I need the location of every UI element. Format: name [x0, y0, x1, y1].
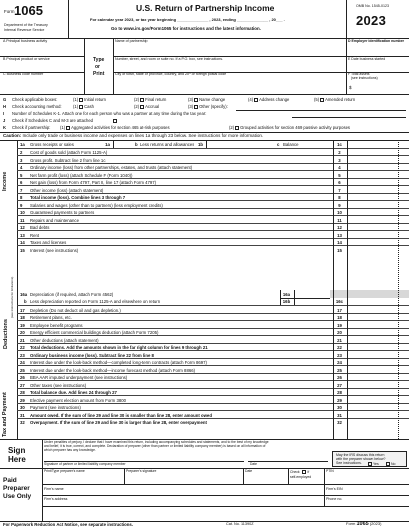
line-19-row: [17, 320, 409, 328]
line-27-row: [17, 380, 409, 388]
irs-discuss-1: May the IRS discuss this return: [336, 452, 385, 457]
firm-name-label: Firm's name: [44, 486, 64, 491]
self-employed-check-1[interactable]: Check if: [290, 469, 310, 474]
line-18-text: Retirement plans, etc.: [30, 315, 72, 321]
line-11-box: 11: [337, 217, 342, 223]
preparer-sig-label: Preparer's signature: [126, 469, 157, 473]
line-9-row: [17, 200, 409, 208]
principal-product-label: B Principal product or service: [3, 57, 50, 61]
line-28-box: 28: [337, 390, 342, 396]
check-g-final[interactable]: (2) Final return: [134, 97, 167, 103]
line-15-amount[interactable]: [347, 246, 409, 254]
line-20-box: 20: [337, 330, 342, 336]
line-27-num: 27: [20, 382, 25, 388]
line-6-text: Net gain (loss) from Form 4797, Part II, line 17 (attach Form 4797): [30, 180, 157, 186]
line-29-text: Elective payment election amount from Form 3800: [30, 397, 127, 403]
check-k-row: [0, 125, 409, 132]
line-22-box: 22: [337, 345, 342, 351]
info-section: [0, 38, 409, 94]
line-14-box: 14: [337, 240, 342, 246]
line-13-text: Rent: [30, 232, 40, 238]
checkbox[interactable]: [320, 98, 324, 102]
line-12-row: [17, 223, 409, 231]
firm-ein-label: Firm's EIN: [326, 486, 343, 491]
line-15-text: Interest (see instructions): [30, 247, 79, 253]
line-24-box: 24: [337, 360, 342, 366]
total-assets-field[interactable]: [355, 83, 407, 92]
line-10-num: 10: [20, 210, 25, 216]
tax-payment-section-label: Tax and Payment: [2, 392, 8, 437]
check-g-initial[interactable]: (1) Initial return: [73, 97, 107, 103]
partnership-name-field[interactable]: [114, 44, 344, 54]
line-11-row: [17, 215, 409, 223]
line-30-row: [17, 403, 409, 411]
checkbox[interactable]: [386, 462, 390, 466]
irs-discuss-3: See instructions.: [336, 460, 362, 465]
line-31-text: Amount owed. If the sum of line 29 and line 30 is smaller than line 28, enter amount owed: [30, 412, 212, 418]
line-24-row: [17, 358, 409, 366]
line-2-text: Cost of goods sold (attach Form 1125-A): [30, 150, 108, 156]
line-19-num: 19: [20, 322, 25, 328]
self-employed-label: self-employed: [290, 475, 312, 479]
form-header: [0, 0, 409, 40]
irs-name: Internal Revenue Service: [4, 28, 45, 32]
line-3-row: [17, 155, 409, 163]
line-26-num: 26: [20, 375, 25, 381]
line-32-box: 32: [337, 420, 342, 426]
line-24-text: Interest due under the look-back method—completed long-term contracts (attach Form 8697): [30, 360, 207, 366]
line-8-text: Total income (loss). Combine lines 3 through 7: [30, 195, 126, 201]
footer-form-number: 1065: [356, 521, 369, 527]
line-18-row: [17, 313, 409, 321]
check-i-text: Number of Schedules K-1. Attach one for each person who was a partner at any time during the tax year:: [12, 111, 207, 116]
line-16c-box: 16c: [335, 299, 344, 305]
check-h-text: Check accounting method:: [12, 104, 62, 109]
check-k-grouped[interactable]: (2) Grouped activities for section 469 passive activity purposes: [229, 125, 350, 131]
check-h-row: [0, 104, 409, 111]
line-23-box: 23: [337, 352, 342, 358]
preparer-title-3: Use Only: [3, 493, 32, 500]
firm-address-label: Firm's address: [44, 497, 68, 501]
street-address-label: Number, street, and room or suite no. If a P.O. box, see instructions.: [115, 57, 223, 61]
line-16c-amount[interactable]: [347, 298, 409, 306]
line-27-text: Other taxes (see instructions): [30, 382, 87, 388]
line-32-amount[interactable]: [347, 419, 409, 427]
city-label: City or town, state or province, country, and ZIP or foreign postal code: [115, 72, 227, 76]
perjury-line-2: and belief, it is true, correct, and complete. Declaration of preparer (other than partner or limited liability company member) is based on all information of: [44, 444, 266, 448]
line-4-row: [17, 163, 409, 171]
line-18-box: 18: [337, 315, 342, 321]
city-field[interactable]: [114, 78, 344, 92]
line-1b-num: b: [135, 141, 138, 147]
form-word: Form: [4, 9, 15, 14]
line-6-box: 6: [338, 180, 341, 186]
principal-activity-field[interactable]: [2, 44, 82, 52]
line-19-text: Employee benefit programs: [30, 322, 83, 328]
line-25-box: 25: [337, 367, 342, 373]
line-15-row: [17, 245, 409, 253]
line-8-box: 8: [338, 195, 341, 201]
checkbox[interactable]: [254, 98, 258, 102]
preparer-signature-field[interactable]: [126, 474, 241, 482]
type-or-print-1: Type: [93, 57, 105, 63]
checkbox[interactable]: [194, 98, 198, 102]
irs-discuss-no[interactable]: No: [385, 462, 395, 466]
line-16a-amount[interactable]: [294, 290, 330, 298]
check-g-letter: G: [3, 97, 7, 102]
firm-name-field[interactable]: [70, 485, 320, 493]
preparer-name-label: Print/Type preparer's name: [44, 469, 85, 473]
line-1b-amount[interactable]: [206, 140, 236, 148]
line-20-text: Energy efficient commercial buildings deduction (attach Form 7205): [30, 330, 159, 336]
line-30-box: 30: [337, 405, 342, 411]
line-25-row: [17, 365, 409, 373]
line-1c-amount[interactable]: [347, 140, 409, 148]
line-16a-num: 16a: [20, 291, 28, 297]
principal-activity-label: A Principal business activity: [3, 39, 48, 43]
line-32-text: Overpayment. If the sum of line 29 and line 30 is larger than line 28, enter overpayment: [30, 420, 207, 426]
line-16b-amount[interactable]: [294, 298, 330, 306]
check-g-text: Check applicable boxes:: [12, 97, 58, 102]
line-27-box: 27: [337, 382, 342, 388]
line-31-num: 31: [20, 412, 25, 418]
line-3-text: Gross profit. Subtract line 2 from line 1c: [30, 157, 106, 163]
line-14-row: [17, 238, 409, 246]
line-25-num: 25: [20, 367, 25, 373]
line-9-num: 9: [20, 202, 23, 208]
checkbox[interactable]: [235, 126, 239, 130]
principal-product-field[interactable]: [2, 62, 82, 72]
line-23-text: Ordinary business income (loss). Subtract line 22 from line 8: [30, 352, 154, 358]
check-h-cash[interactable]: (1) Cash: [73, 104, 94, 110]
line-1b-box: 1b: [197, 141, 203, 147]
omb-number: OMB No. 1545-0123: [356, 4, 389, 8]
line-6-num: 6: [20, 180, 23, 186]
line-10-text: Guaranteed payments to partners: [30, 210, 95, 216]
date-started-label: E Date business started: [348, 57, 386, 61]
check-h-letter: H: [3, 104, 7, 109]
type-or-print-2: or: [95, 64, 100, 70]
checkbox[interactable]: [368, 462, 372, 466]
check-k-letter: K: [3, 125, 7, 130]
line-12-num: 12: [20, 225, 25, 231]
irs-discuss-box: [332, 451, 407, 467]
line-31-row: [17, 410, 409, 418]
line-2-row: [17, 148, 409, 156]
line-21-row: [17, 335, 409, 343]
line-16a-box: 16a: [282, 291, 291, 297]
perjury-line-3: which preparer has any knowledge.: [44, 448, 96, 452]
line-16b-box: 16b: [282, 299, 291, 305]
partnership-name-label: Name of partnership: [115, 39, 148, 43]
line-31-box: 31: [337, 412, 342, 418]
form-footer: [0, 521, 409, 528]
line-4-text: Ordinary income (loss) from other partnerships, estates, and trusts (attach statement): [30, 165, 193, 171]
total-assets-note: (see instructions): [351, 76, 378, 80]
line-11-num: 11: [20, 217, 25, 223]
phone-field[interactable]: [350, 495, 406, 503]
line-10-row: [17, 208, 409, 216]
check-j-row: [0, 118, 409, 125]
deductions-note: (see instructions for limitations): [10, 276, 14, 318]
line-32-num: 32: [20, 420, 25, 426]
sign-date-field[interactable]: [248, 453, 328, 461]
preparer-title-1: Paid: [3, 477, 17, 484]
line-32-row: [17, 418, 409, 426]
line-5-text: Net farm profit (loss) (attach Schedule F (Form 1040)): [30, 172, 133, 178]
ein-field[interactable]: [347, 44, 407, 54]
ptin-label: PTIN: [326, 469, 334, 473]
signature-label: Signature of partner or limited liability company member: [44, 461, 126, 466]
line-7-row: [17, 185, 409, 193]
total-assets-label: F Total assets: [348, 72, 370, 76]
line-5-box: 5: [338, 172, 341, 178]
line-1c-text: Balance: [283, 141, 299, 147]
sign-title-1: Sign: [8, 446, 26, 455]
line-16b-text: Less depreciation reported on Form 1125-A and elsewhere on return: [30, 299, 161, 305]
ein-label: D Employer identification number: [348, 39, 405, 43]
firm-ein-field[interactable]: [350, 485, 406, 493]
line-8-row: [17, 193, 409, 201]
income-section-label: Income: [2, 171, 8, 191]
line-13-row: [17, 230, 409, 238]
line-16a-text: Depreciation (if required, attach Form 4562): [30, 291, 114, 297]
sign-title-2: Here: [8, 455, 26, 464]
firm-address-field[interactable]: [70, 495, 320, 503]
line-4-num: 4: [20, 165, 23, 171]
business-code-label: C Business code number: [3, 72, 44, 76]
sign-date-label: Date: [250, 461, 257, 466]
cat-number: Cat. No. 11390Z: [226, 521, 254, 526]
preparer-name-field[interactable]: [44, 474, 122, 482]
line-28-text: Total balance due. Add lines 24 through 27: [30, 390, 117, 396]
form-number: 1065: [14, 3, 43, 18]
check-g-row: [0, 97, 409, 104]
line-4-box: 4: [338, 165, 341, 171]
perjury-line-1: Under penalties of perjury, I declare that I have examined this return, including accompanying schedules and statements, and to the best of my knowledge: [44, 440, 269, 444]
caution-text: Include only trade or business income and expenses on lines 1a through 23 below. See instructions for more information.: [22, 133, 264, 138]
total-assets-dollar: $: [349, 85, 352, 90]
form-title: U.S. Return of Partnership Income: [136, 3, 275, 13]
line-10-box: 10: [337, 210, 342, 216]
check-i-row: [0, 111, 409, 118]
check-g-name-change[interactable]: (3) Name change: [188, 97, 226, 103]
caution-line: [3, 133, 407, 140]
line-9-text: Salaries and wages (other than to partners) (less employment credits): [30, 202, 163, 208]
preparer-date-field[interactable]: [245, 474, 285, 482]
line-22-num: 22: [20, 345, 25, 351]
line-29-num: 29: [20, 397, 25, 403]
check-j-letter: J: [3, 118, 6, 123]
line-1c-box: 1c: [337, 141, 342, 147]
line-2-box: 2: [338, 150, 341, 156]
line-26-box: 26: [337, 375, 342, 381]
tax-year-line[interactable]: For calendar year 2023, or tax year beginning ______________ , 2023, ending ______________ , 20___ .: [90, 17, 285, 22]
line-14-text: Taxes and licenses: [30, 240, 67, 246]
caution-bold: Caution:: [3, 133, 22, 138]
line-14-num: 14: [20, 240, 25, 246]
treasury-dept: Department of the Treasury: [4, 23, 48, 27]
line-25-text: Interest due under the look-back method—income forecast method (attach Form 8866): [30, 367, 196, 373]
check-j-text: Check if Schedules C and M-3 are attached: [12, 118, 94, 123]
sign-here-section: [0, 439, 409, 468]
line-16b-row: [17, 298, 409, 306]
deductions-section-label: Deductions: [3, 319, 9, 349]
line-7-box: 7: [338, 187, 341, 193]
line-30-num: 30: [20, 405, 25, 411]
line-3-num: 3: [20, 157, 23, 163]
line-7-text: Other income (loss) (attach statement): [30, 187, 104, 193]
check-g-address-change[interactable]: (4) Address change: [248, 97, 290, 103]
checkbox[interactable]: [194, 105, 198, 109]
check-h-other[interactable]: (3) Other (specify):: [188, 104, 228, 110]
line-15-box: 15: [337, 247, 342, 253]
check-k-aggregated[interactable]: (1) Aggregated activities for section 465 at-risk purposes: [60, 125, 170, 131]
line-17-row: [17, 305, 409, 313]
line-13-box: 13: [337, 232, 342, 238]
line-16b-num: b: [24, 299, 27, 305]
line-12-text: Bad debts: [30, 225, 50, 231]
checkbox[interactable]: [140, 98, 144, 102]
checkbox[interactable]: [140, 105, 144, 109]
line-1b-text: Less returns and allowances: [140, 141, 195, 147]
line-8-num: 8: [20, 195, 23, 201]
tax-year: 2023: [356, 13, 387, 28]
line-11-text: Repairs and maintenance: [30, 217, 79, 223]
line-12-box: 12: [337, 225, 342, 231]
ptin-field[interactable]: [326, 474, 406, 482]
checkbox[interactable]: [79, 98, 83, 102]
type-or-print-3: Print: [93, 71, 105, 77]
line-22-text: Total deductions. Add the amounts shown in the far right column for lines 9 through 21: [30, 345, 208, 351]
line-7-num: 7: [20, 187, 23, 193]
line-13-num: 13: [20, 232, 25, 238]
check-k-text: Check if partnership:: [12, 125, 51, 130]
line-21-text: Other deductions (attach statement): [30, 337, 99, 343]
line-17-box: 17: [337, 307, 342, 313]
checkbox[interactable]: [79, 105, 83, 109]
line-23-num: 23: [20, 352, 25, 358]
line-21-num: 21: [20, 337, 25, 343]
line-26-row: [17, 373, 409, 381]
business-code-field[interactable]: [2, 78, 82, 92]
footer-form: Form 1065 (2023): [346, 521, 382, 527]
line-1a-amount[interactable]: [113, 140, 133, 148]
check-h-accrual[interactable]: (2) Accrual: [134, 104, 160, 110]
line-22-row: [17, 343, 409, 351]
line-20-row: [17, 328, 409, 336]
line-20-num: 20: [20, 330, 25, 336]
checkbox[interactable]: [302, 470, 306, 474]
line-15-num: 15: [20, 247, 25, 253]
phone-label: Phone no.: [326, 497, 343, 501]
signature-field[interactable]: [44, 453, 244, 461]
line-1-row: [17, 140, 409, 148]
line-1a-box: 1a: [105, 141, 110, 147]
line-3-box: 3: [338, 157, 341, 163]
line-1a-text: Gross receipts or sales: [30, 141, 74, 147]
street-address-field[interactable]: [114, 62, 344, 72]
line-29-box: 29: [337, 397, 342, 403]
check-g-amended[interactable]: (5) Amended return: [314, 97, 356, 103]
line-26-text: BBA AAR imputed underpayment (see instructions): [30, 375, 128, 381]
line-1c-num: c: [277, 141, 280, 147]
check-i-letter: I: [3, 111, 5, 116]
line-5-row: [17, 170, 409, 178]
line-30-text: Payment (see instructions): [30, 405, 81, 411]
line-1a-num: 1a: [20, 141, 25, 147]
line-5-num: 5: [20, 172, 23, 178]
date-started-field[interactable]: [347, 62, 407, 72]
line-29-row: [17, 395, 409, 403]
instructions-link[interactable]: Go to www.irs.gov/Form1065 for instructions and the latest information.: [111, 26, 261, 31]
irs-discuss-yes[interactable]: Yes: [367, 462, 379, 466]
line-21-box: 21: [337, 337, 342, 343]
line-28-row: [17, 388, 409, 396]
line-19-box: 19: [337, 322, 342, 328]
preparer-title-2: Preparer: [3, 485, 30, 492]
line-2-num: 2: [20, 150, 23, 156]
line-17-text: Depletion (Do not deduct oil and gas depletion.): [30, 307, 121, 313]
checkbox[interactable]: [66, 126, 70, 130]
check-j-checkbox[interactable]: [113, 119, 117, 123]
irs-discuss-2: with the preparer shown below?: [336, 456, 386, 461]
preparer-date-label: Date: [245, 469, 253, 473]
line-23-row: [17, 350, 409, 358]
line-17-num: 17: [20, 307, 25, 313]
paperwork-notice: For Paperwork Reduction Act Notice, see separate instructions.: [3, 521, 133, 527]
line-18-num: 18: [20, 315, 25, 321]
line-6-row: [17, 178, 409, 186]
line-24-num: 24: [20, 360, 25, 366]
line-28-num: 28: [20, 390, 25, 396]
line-9-box: 9: [338, 202, 341, 208]
